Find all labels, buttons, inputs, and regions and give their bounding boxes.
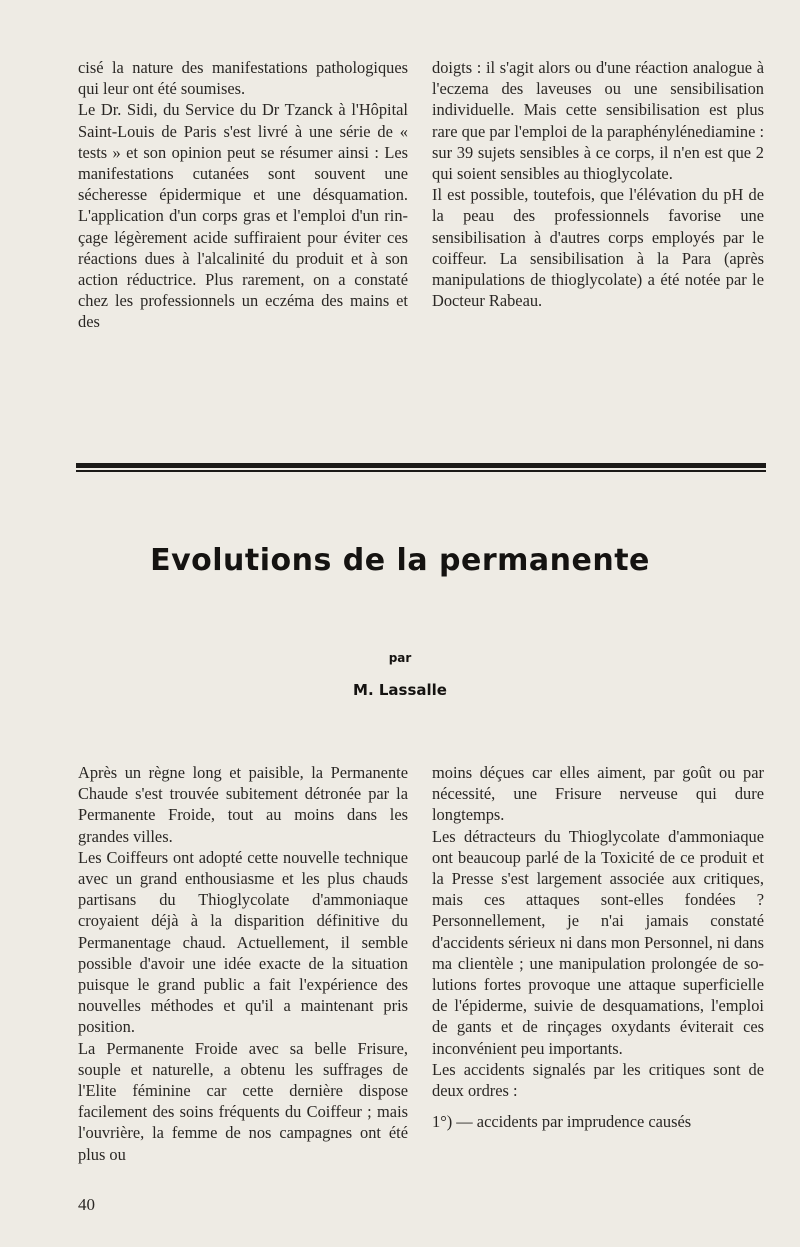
bottom-right-column [432,762,764,1132]
paragraph: Les détracteurs du Thioglycolate d'ammoniaque ont beaucoup parlé de la Toxicité de ce produit et la Presse s'est largement associée aux critiques, mais ces attaques sont-elles fondées ? Personnellement, je n'ai jamais constaté d'accidents sérieux ni dans mon Personnel, ni dans ma clientèle ; une manipulation prolongée de solutions fortes provoque une attaque superficielle de l'épiderme, suivie de desquamations, l'emploi de gants et de rinçages oxydants éviterait ces inconvénient peu importants. [432,826,764,1058]
paragraph: Les Coiffeurs ont adopté cette nouvelle technique avec un grand enthousiasme et les plus chauds partisans du Thioglycolate d'ammoniaque croyaient déjà à la disparition définitive du Permanentage chaud. Actuellement, il semble possible d'avoir une idée exacte de la situation puisque le grand public a fait l'expérience des nouvelles méthodes et qu'il a maintenant pris position. [78,847,408,1037]
paragraph: doigts : il s'agit alors ou d'une réaction analogue à l'eczema des laveuses ou une sensibilisation individuelle. Mais cette sensibilisation est plus rare que par l'emploi de la paraphénylénediamine : sur 39 sujets sensibles à ce corps, il n'en est que 2 qui soient sensibles au thioglycolate. [432,58,764,184]
paragraph: 1°) — accidents par imprudence causés [432,1112,692,1132]
paragraph: Après un règne long et paisible, la Permanente Chaude s'est trouvée subitement détronée par la Permanente Froide, tout au moins dans les grandes villes. [78,763,408,846]
paragraph: moins déçues car elles aiment, par goût ou par nécessité, une Frisure nerveuse qui dure longtemps. [432,763,764,825]
bottom-left-column [78,762,408,1165]
page-number: 40 [78,1195,95,1214]
paragraph: cisé la nature des manifestations pathologiques qui leur ont été soumises. [78,58,408,99]
paragraph: Il est possible, toutefois, que l'élévation du pH de la peau des professionnels favorise une sensibilisation à d'autres corps employés par le coiffeur. La sensibilisation à la Para (après manipulations de thioglycolate) a été notée par le Docteur Rabeau. [432,185,764,311]
author-name: M. Lassalle [353,681,447,699]
paragraph: Les accidents signalés par les critiques sont de deux ordres : [432,1059,764,1101]
paragraph: La Permanente Froide avec sa belle Frisure, souple et naturelle, a obtenu les suffrages de l'Elite féminine car cette dernière dispose facilement des soins fréquents du Coiffeur ; mais l'ouvrière, la femme de nos campagnes ont été plus ou [78,1038,408,1164]
section-divider-thick [76,463,766,468]
section-divider-thin [76,470,766,472]
article-title: Evolutions de la permanente [150,543,650,578]
byline: par [388,651,412,665]
top-left-column [78,57,408,333]
top-right-column [432,57,764,311]
paragraph: Le Dr. Sidi, du Service du Dr Tzanck à l'Hôpital Saint-Louis de Paris s'est livré à une série de « tests » et son opinion peut se résumer ainsi : Les manifestations cutanées sont souvent une sécheresse épidermique et une désquamation. L'application d'un corps gras et l'emploi d'un rinçage légèrement acide suffiraient pour éviter ces réactions dues à l'alcalinité du produit et à son action réductrice. Plus rarement, on a constaté chez les professionnels un eczéma des mains et des [78,100,408,332]
